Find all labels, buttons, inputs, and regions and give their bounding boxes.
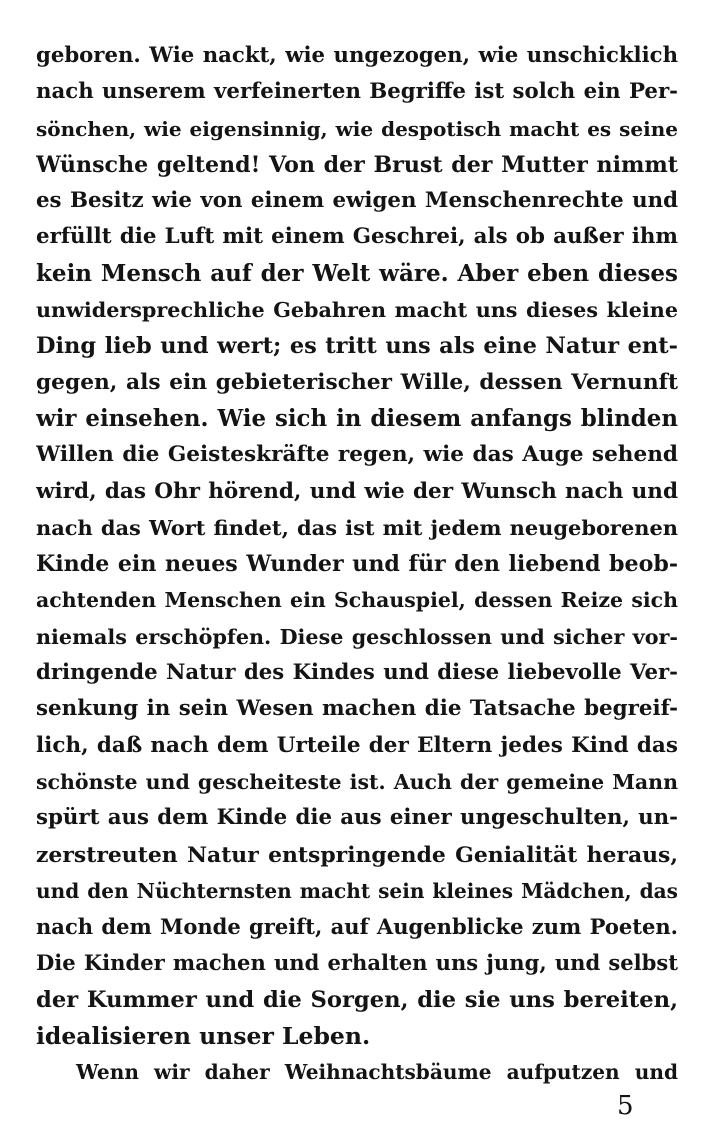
text-line: niemals erschöpfen. Diese geschlossen und sicher vor- [36,624,678,649]
text-line: Ding lieb und wert; es tritt uns als eine Natur ent- [36,333,678,360]
text-line: zerstreuten Natur entspringende Genialität heraus, [36,841,678,868]
paragraph-end-line: idealisieren unser Leben. [36,1022,371,1051]
text-line: geboren. Wie nackt, wie ungezogen, wie unschicklich [36,43,678,68]
text-line: wir einsehen. Wie sich in diesem anfangs blinden [36,405,678,432]
text-line: lich, daß nach dem Urteile der Eltern jedes Kind das [36,732,678,758]
text-line: kein Mensch auf der Welt wäre. Aber eben dieses [36,259,678,287]
text-line: erfüllt die Luft mit einem Geschrei, als ob außer ihm [36,224,678,250]
text-line: nach dem Monde greift, auf Augenblicke zum Poeten. [36,914,678,940]
text-line: nach das Wort findet, das ist mit jedem neugeborenen [36,514,678,540]
text-line: gegen, als ein gebieterischer Wille, dessen Vernunft [36,369,678,395]
text-line: senkung in sein Wesen machen die Tatsache begreif- [36,696,678,722]
text-line: Willen die Geisteskräfte regen, wie das Auge sehend [36,442,678,468]
page-number: 5 [617,1091,634,1121]
book-page [36,38,678,1098]
text-line: unwidersprechliche Gebahren macht uns dieses kleine [36,298,678,323]
text-line: achtenden Menschen ein Schauspiel, dessen Reize sich [36,588,678,613]
paragraph-start-line: Wenn wir daher Weihnachtsbäume aufputzen und [76,1060,678,1085]
text-line: Kinde ein neues Wunder und für den liebend beob- [36,551,678,578]
text-line: Die Kinder machen und erhalten uns jung, und selbst [36,950,678,976]
text-line: Wünsche geltend! Von der Brust der Mutter nimmt [36,151,678,178]
text-line: es Besitz wie von einem ewigen Menschenrechte und [36,188,678,214]
text-line: nach unserem verfeinerten Begriffe ist solch ein Per- [36,79,678,105]
text-line: und den Nüchternsten macht sein kleines Mädchen, das [36,878,678,903]
text-line: wird, das Ohr hörend, und wie der Wunsch nach und [36,478,678,504]
text-line: dringende Natur des Kindes und diese liebevolle Ver- [36,660,678,686]
text-line: sönchen, wie eigensinnig, wie despotisch macht es seine [36,116,678,141]
text-line: der Kummer und die Sorgen, die sie uns bereiten, [36,986,678,1013]
body-text [36,38,678,1091]
text-line: schönste und gescheiteste ist. Auch der gemeine Mann [36,769,678,794]
text-line: spürt aus dem Kinde die aus einer ungeschulten, un- [36,805,678,831]
